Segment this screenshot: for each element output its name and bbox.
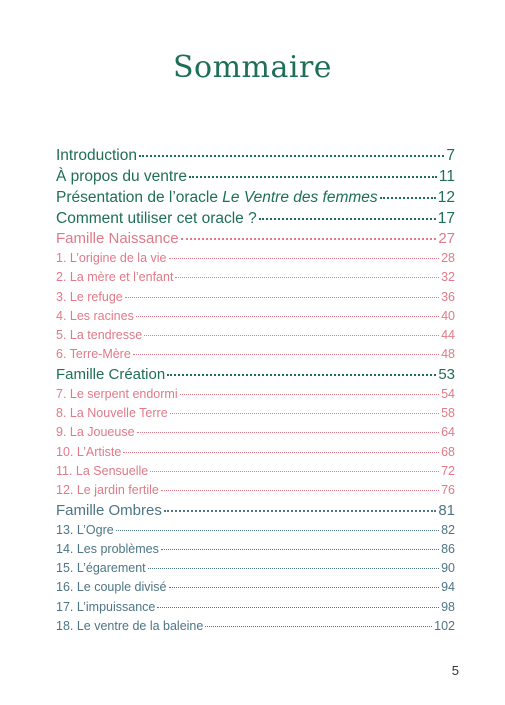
- toc-item-label: 10. L’Artiste: [56, 444, 122, 459]
- dot-leader: [170, 413, 439, 414]
- dot-leader: [144, 335, 439, 336]
- toc-item[interactable]: [56, 385, 455, 404]
- dot-leader: [169, 258, 440, 259]
- toc-item-label: 8. La Nouvelle Terre: [56, 406, 168, 421]
- toc-entry-page: 7: [446, 147, 455, 164]
- family-name: Famille Naissance: [56, 230, 179, 247]
- toc-item[interactable]: [56, 288, 455, 307]
- toc-item-label: 17. L’impuissance: [56, 599, 156, 614]
- toc-item-page: 72: [441, 463, 455, 478]
- family-name: Famille Ombres: [56, 501, 162, 519]
- toc-item[interactable]: [56, 307, 455, 326]
- book-title: Le Ventre des femmes: [222, 189, 378, 206]
- dot-leader: [125, 297, 439, 298]
- toc-item-label: 13. L’Ogre: [56, 522, 114, 537]
- toc-item-page: 58: [441, 406, 455, 421]
- toc-item-label: 16. Le couple divisé: [56, 580, 167, 595]
- toc-entry-page: 12: [437, 189, 455, 206]
- dot-leader: [169, 587, 440, 588]
- toc-entry-label-text: Présentation de l’oracle: [56, 189, 223, 206]
- toc-item[interactable]: [56, 423, 455, 442]
- dot-leader: [259, 218, 436, 220]
- dot-leader: [136, 316, 439, 317]
- toc-item[interactable]: [56, 462, 455, 481]
- family-page: 81: [438, 501, 455, 519]
- toc-item[interactable]: [56, 268, 455, 287]
- family-heading-ombres[interactable]: [56, 501, 455, 521]
- dot-leader: [189, 176, 437, 178]
- page-number: 5: [451, 663, 459, 678]
- toc-item-label: 1. L’origine de la vie: [56, 251, 167, 265]
- toc-entry-how-to-use[interactable]: [56, 208, 455, 229]
- toc-item-page: 94: [441, 580, 455, 595]
- dot-leader: [161, 490, 439, 491]
- toc-entry-label: À propos du ventre: [56, 168, 187, 185]
- toc-item-page: 86: [441, 541, 455, 556]
- toc-item-page: 64: [441, 425, 455, 440]
- dot-leader: [116, 530, 439, 531]
- dot-leader: [139, 155, 444, 157]
- family-page: 27: [438, 230, 455, 247]
- dot-leader: [167, 374, 436, 376]
- page-title: Sommaire: [172, 50, 333, 85]
- toc-item-label: 15. L’égarement: [56, 561, 146, 576]
- toc-item[interactable]: [56, 617, 455, 636]
- dot-leader: [150, 471, 439, 472]
- toc-item-label: 18. Le ventre de la baleine: [56, 619, 204, 634]
- toc-entry-presentation[interactable]: [56, 187, 455, 208]
- toc-item-page: 28: [441, 251, 455, 265]
- toc-item-page: 90: [441, 561, 455, 576]
- toc-entry-label: [56, 187, 378, 208]
- toc-item-label: 6. Terre-Mère: [56, 347, 131, 362]
- toc-item[interactable]: [56, 326, 455, 345]
- dot-leader: [205, 626, 432, 627]
- dot-leader: [161, 549, 439, 550]
- dot-leader: [380, 197, 436, 199]
- dot-leader: [137, 432, 440, 433]
- toc-entry-about[interactable]: [56, 166, 455, 187]
- family-name: Famille Création: [56, 365, 166, 383]
- family-heading-naissance[interactable]: [56, 229, 455, 249]
- toc-item-page: 102: [434, 619, 455, 634]
- toc-item-label: 9. La Joueuse: [56, 425, 135, 440]
- dot-leader: [148, 568, 439, 569]
- dot-leader: [123, 452, 439, 453]
- toc-item-label: 12. Le jardin fertile: [56, 483, 159, 498]
- toc-item[interactable]: [56, 540, 455, 559]
- toc-item[interactable]: [56, 345, 455, 364]
- toc-item[interactable]: [56, 249, 455, 268]
- toc-item-page: 76: [441, 483, 455, 498]
- toc-item-page: 54: [441, 386, 455, 401]
- toc-item-label: 7. Le serpent endormi: [56, 386, 178, 401]
- dot-leader: [175, 277, 439, 278]
- toc-item[interactable]: [56, 404, 455, 423]
- toc-entry-page: 17: [437, 210, 455, 227]
- family-page: 53: [438, 365, 455, 383]
- toc-entry-label: Comment utiliser cet oracle ?: [56, 210, 257, 227]
- toc-item[interactable]: [56, 578, 455, 597]
- family-heading-creation[interactable]: [56, 365, 455, 385]
- toc-item-page: 98: [441, 599, 455, 614]
- toc-entry-label: Introduction: [56, 147, 137, 164]
- toc-item-page: 82: [441, 522, 455, 537]
- toc-item-label: 5. La tendresse: [56, 328, 143, 343]
- toc-item-label: 4. Les racines: [56, 308, 134, 323]
- toc-item[interactable]: [56, 559, 455, 578]
- dot-leader: [157, 607, 439, 608]
- toc-item[interactable]: [56, 443, 455, 462]
- toc-item-page: 68: [441, 444, 455, 459]
- toc-item[interactable]: [56, 481, 455, 500]
- toc-item-page: 48: [441, 347, 455, 362]
- toc-item-page: 32: [441, 270, 455, 285]
- toc-item[interactable]: [56, 598, 455, 617]
- toc-item-label: 2. La mère et l’enfant: [56, 270, 174, 285]
- toc-entry-page: 11: [438, 168, 455, 185]
- dot-leader: [181, 238, 437, 240]
- toc-entry-introduction[interactable]: [56, 145, 455, 166]
- toc-item-label: 3. Le refuge: [56, 289, 123, 304]
- toc-item-page: 44: [441, 328, 455, 343]
- toc-item-label: 11. La Sensuelle: [56, 463, 149, 478]
- dot-leader: [180, 394, 439, 395]
- dot-leader: [133, 354, 439, 355]
- table-of-contents: [56, 145, 455, 636]
- dot-leader: [164, 510, 436, 512]
- toc-item-label: 14. Les problèmes: [56, 541, 159, 556]
- toc-item-page: 36: [441, 289, 455, 304]
- toc-item-page: 40: [441, 308, 455, 323]
- toc-item[interactable]: [56, 521, 455, 540]
